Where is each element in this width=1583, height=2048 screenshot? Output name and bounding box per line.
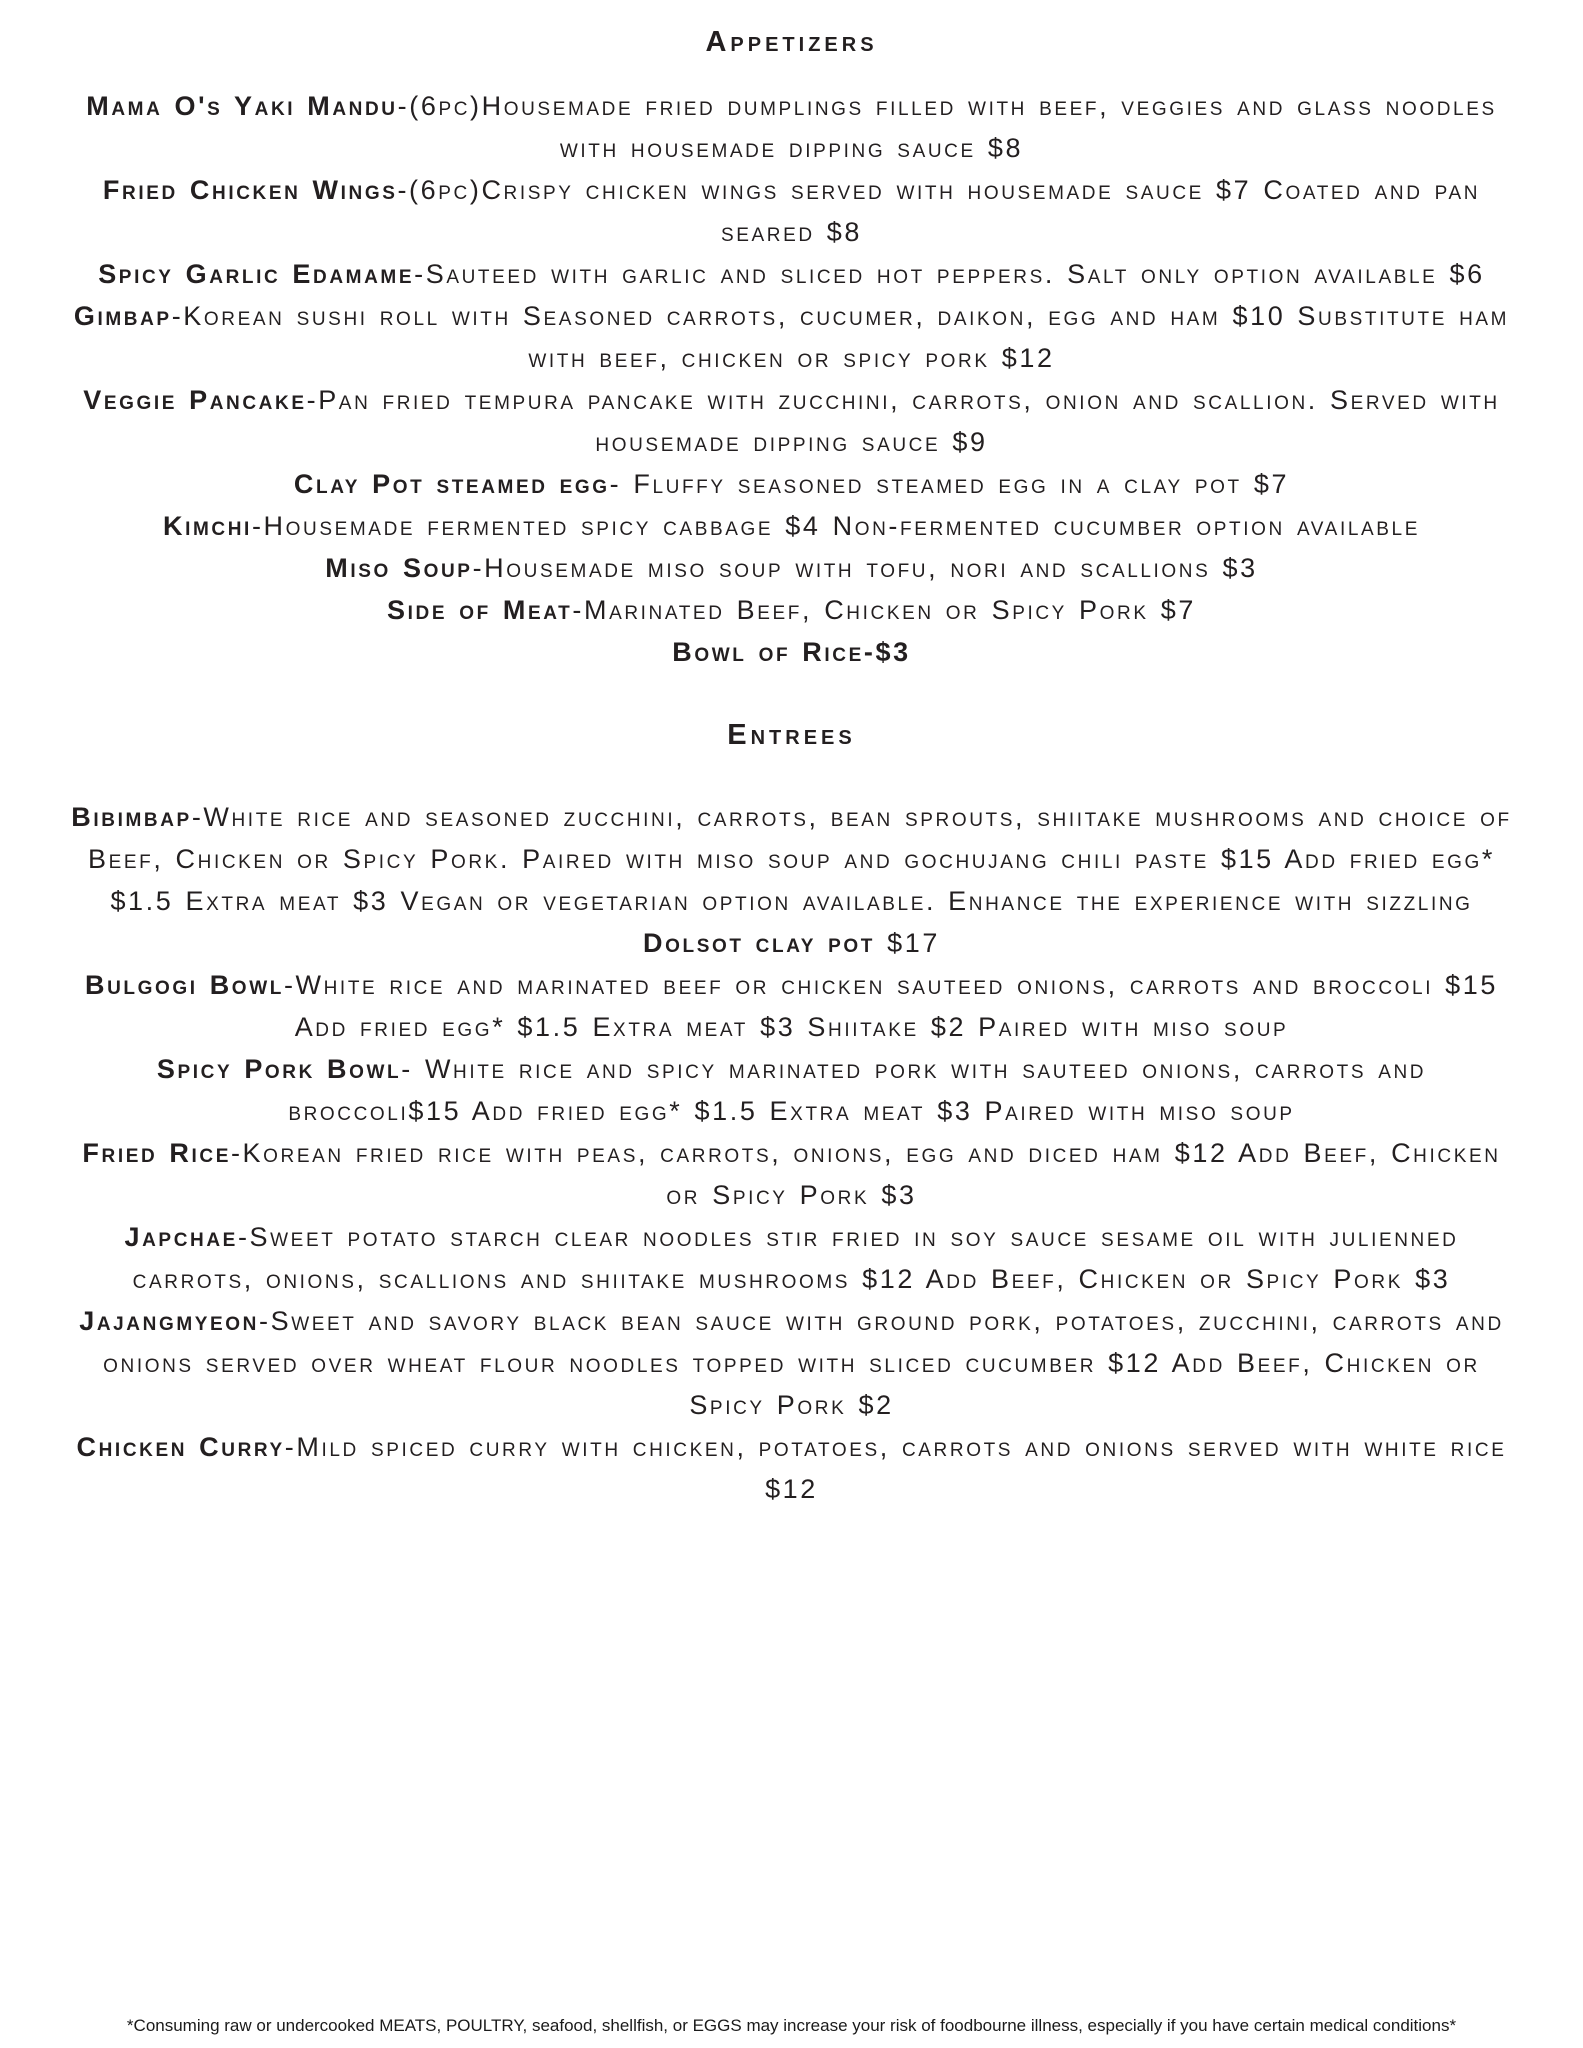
item-name: Kimchi bbox=[163, 511, 252, 541]
menu-item bbox=[70, 1048, 1513, 1132]
menu-section-entrees bbox=[70, 719, 1513, 1510]
item-name: Miso Soup bbox=[325, 553, 473, 583]
menu-item bbox=[70, 169, 1513, 253]
item-text: -Sweet and savory black bean sauce with ground pork, potatoes, zucchini, carrots and onions served over wheat flour noodles topped with sliced cucumber $12 Add Beef, Chicken or Spicy Pork $2 bbox=[103, 1306, 1504, 1420]
item-text: - White rice and spicy marinated pork with sauteed onions, carrots and broccoli$15 Add fried egg* $1.5 Extra meat $3 Paired with miso soup bbox=[288, 1054, 1427, 1126]
menu-item bbox=[70, 631, 1513, 673]
item-text: -(6pc)Crispy chicken wings served with housemade sauce $7 Coated and pan seared $8 bbox=[397, 175, 1481, 247]
menu-item bbox=[70, 1426, 1513, 1510]
item-name: Jajangmyeon bbox=[79, 1306, 260, 1336]
item-text: $17 bbox=[875, 928, 940, 958]
item-name: Gimbap bbox=[73, 301, 172, 331]
menu-section-appetizers bbox=[70, 26, 1513, 673]
menu-item-list bbox=[70, 796, 1513, 1510]
item-text: Dolsot clay pot bbox=[643, 928, 876, 958]
menu-item-list bbox=[70, 85, 1513, 673]
section-title-appetizers: Appetizers bbox=[705, 26, 878, 58]
item-text: -Mild spiced curry with chicken, potatoes, carrots and onions served with white rice $12 bbox=[284, 1432, 1507, 1504]
menu-item bbox=[70, 964, 1513, 1048]
item-name: Spicy Pork Bowl bbox=[156, 1054, 402, 1084]
menu-item bbox=[70, 463, 1513, 505]
item-text: -White rice and marinated beef or chicken sauteed onions, carrots and broccoli $15 Add fried egg* $1.5 Extra meat $3 Shiitake $2 Paired with miso soup bbox=[283, 970, 1499, 1042]
item-text: -Sauteed with garlic and sliced hot peppers. Salt only option available $6 bbox=[414, 259, 1485, 289]
menu-item bbox=[70, 547, 1513, 589]
item-name: Fried Chicken Wings bbox=[102, 175, 398, 205]
menu-item bbox=[70, 379, 1513, 463]
section-title-entrees: Entrees bbox=[727, 719, 856, 751]
menu-item bbox=[70, 505, 1513, 547]
item-text: -(6pc)Housemade fried dumplings filled with beef, veggies and glass noodles with housemade dipping sauce $8 bbox=[397, 91, 1497, 163]
item-text: -Korean sushi roll with Seasoned carrots, cucumer, daikon, egg and ham $10 Substitute ham with beef, chicken or spicy pork $12 bbox=[171, 301, 1510, 373]
item-name: Bibimbap bbox=[71, 802, 192, 832]
menu-item bbox=[70, 295, 1513, 379]
menu-item bbox=[70, 1300, 1513, 1426]
footer-disclaimer: *Consuming raw or undercooked MEATS, POULTRY, seafood, shellfish, or EGGS may increase your risk of foodbourne illness, especially if you have certain medical conditions* bbox=[126, 2016, 1457, 2036]
item-text: -Pan fried tempura pancake with zucchini, carrots, onion and scallion. Served with housemade dipping sauce $9 bbox=[306, 385, 1500, 457]
item-text: - Fluffy seasoned steamed egg in a clay pot $7 bbox=[609, 469, 1290, 499]
menu-item bbox=[70, 589, 1513, 631]
item-text: -Housemade miso soup with tofu, nori and scallions $3 bbox=[472, 553, 1258, 583]
menu-item bbox=[70, 253, 1513, 295]
item-name: Japchae bbox=[124, 1222, 238, 1252]
item-name: Veggie Pancake bbox=[83, 385, 307, 415]
item-text: -Sweet potato starch clear noodles stir fried in soy sauce sesame oil with julienned carrots, onions, scallions and shiitake mushrooms $12 Add Beef, Chicken or Spicy Pork $3 bbox=[132, 1222, 1459, 1294]
item-name: Spicy Garlic Edamame bbox=[98, 259, 415, 289]
item-name: Bulgogi Bowl bbox=[84, 970, 284, 1000]
item-text: -$3 bbox=[863, 637, 911, 667]
menu-item bbox=[70, 1132, 1513, 1216]
menu-item bbox=[70, 796, 1513, 964]
item-name: Clay Pot steamed egg bbox=[293, 469, 610, 499]
item-text: -Housemade fermented spicy cabbage $4 Non-fermented cucumber option available bbox=[251, 511, 1420, 541]
menu-item bbox=[70, 85, 1513, 169]
item-name: Chicken Curry bbox=[76, 1432, 285, 1462]
item-text: -Korean fried rice with peas, carrots, onions, egg and diced ham $12 Add Beef, Chicken or Spicy Pork $3 bbox=[230, 1138, 1501, 1210]
menu-item bbox=[70, 1216, 1513, 1300]
item-text: -Marinated Beef, Chicken or Spicy Pork $7 bbox=[572, 595, 1196, 625]
item-text: -White rice and seasoned zucchini, carrots, bean sprouts, shiitake mushrooms and choice of Beef, Chicken or Spicy Pork. Paired with miso soup and gochujang chili paste $15 Add fried egg* $1.5 Extra meat $3 Vegan or vegetarian option available. Enhance the experience with sizzling bbox=[87, 802, 1512, 916]
menu-sections bbox=[70, 26, 1513, 1510]
item-name: Fried Rice bbox=[82, 1138, 231, 1168]
item-name: Mama O's Yaki Mandu bbox=[86, 91, 398, 121]
item-name: Side of Meat bbox=[387, 595, 573, 625]
item-name: Bowl of Rice bbox=[672, 637, 864, 667]
